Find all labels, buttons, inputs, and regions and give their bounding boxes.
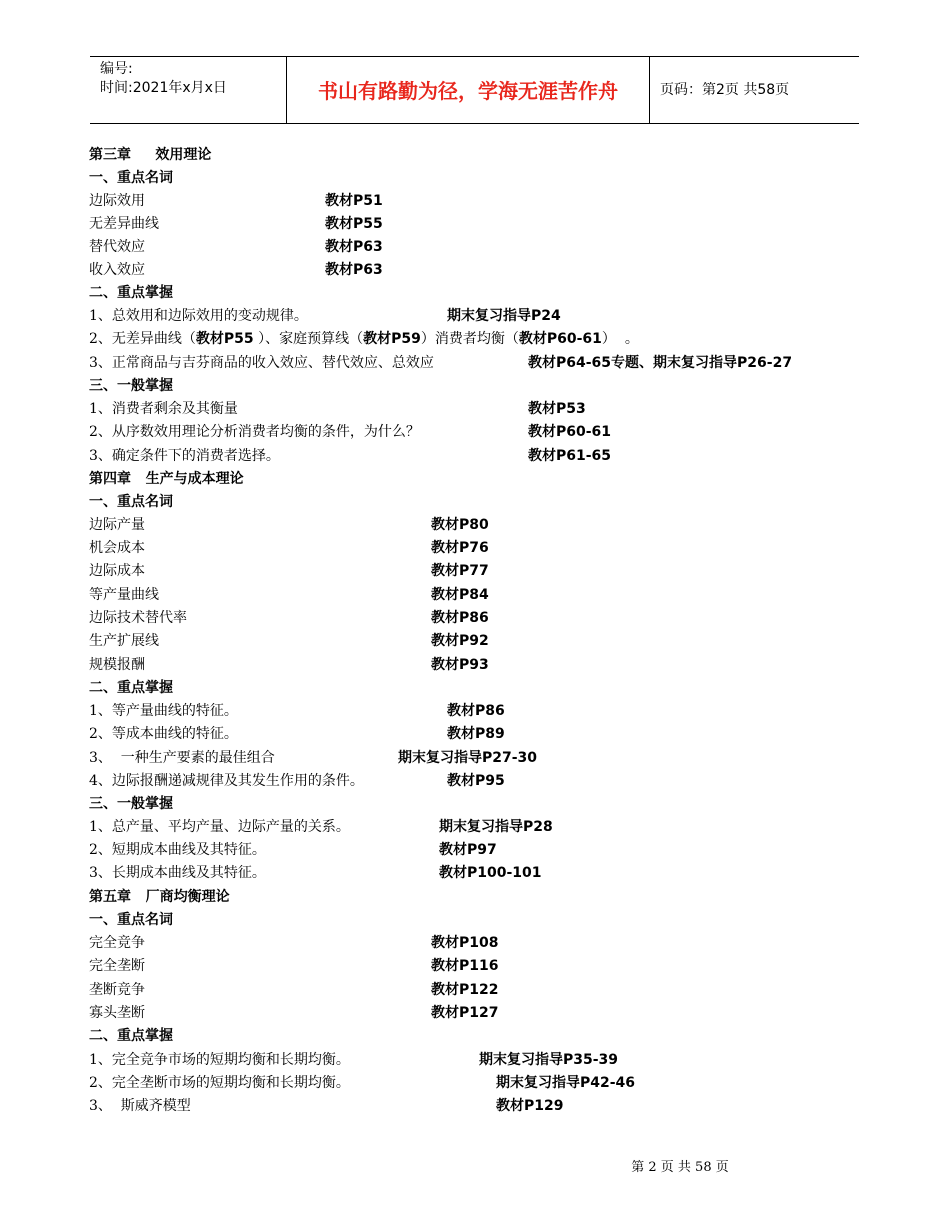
reference-label: 教材P53: [528, 401, 586, 417]
section-heading: 二、重点掌握: [89, 285, 173, 301]
list-item: 机会成本: [89, 540, 145, 556]
list-item: 收入效应: [89, 262, 145, 278]
reference-label: 期末复习指导P27-30: [398, 750, 538, 766]
page-header: [90, 56, 859, 124]
reference-label: 教材P116: [431, 958, 499, 974]
reference-label: 教材P92: [431, 633, 489, 649]
header-page-code: 页码：第2页 共58页: [660, 82, 790, 98]
reference-label: 教材P63: [325, 262, 383, 278]
reference-label: 期末复习指导P35-39: [479, 1052, 619, 1068]
list-item: 生产扩展线: [89, 633, 159, 649]
section-heading: 一、重点名词: [89, 912, 173, 928]
list-item: 1、消费者剩余及其衡量: [89, 401, 238, 417]
list-item: 替代效应: [89, 239, 145, 255]
reference-label: 教材P95: [447, 773, 505, 789]
list-item: 1、总效用和边际效用的变动规律。: [89, 308, 308, 324]
list-item: 边际成本: [89, 563, 145, 579]
reference-label: 教材P122: [431, 982, 499, 998]
reference-label: 教材P86: [447, 703, 505, 719]
reference-label: 教材P60-61: [528, 424, 612, 440]
list-item: 3、 一种生产要素的最佳组合: [89, 750, 275, 766]
section-heading: 三、一般掌握: [89, 796, 173, 812]
section-heading: 二、重点掌握: [89, 1028, 173, 1044]
header-meta: [100, 60, 227, 98]
list-item: 4、边际报酬递减规律及其发生作用的条件。: [89, 773, 364, 789]
list-item: 2、短期成本曲线及其特征。: [89, 842, 266, 858]
reference-label: 教材P51: [325, 193, 383, 209]
time-label: 时间:2021年x月x日: [100, 80, 227, 96]
reference-label: 教材P64-65专题、期末复习指导P26-27: [528, 355, 793, 371]
reference-label: 教材P76: [431, 540, 489, 556]
reference-label: 教材P55: [325, 216, 383, 232]
reference-label: 教材P77: [431, 563, 489, 579]
section-heading: 二、重点掌握: [89, 680, 173, 696]
list-item: 2、从序数效用理论分析消费者均衡的条件，为什么？: [89, 424, 420, 440]
reference-label: 期末复习指导P28: [439, 819, 553, 835]
list-item: 边际效用: [89, 193, 145, 209]
reference-label: 教材P129: [496, 1098, 564, 1114]
section-heading: 一、重点名词: [89, 170, 173, 186]
list-item: 2、等成本曲线的特征。: [89, 726, 238, 742]
reference-label: 教材P61-65: [528, 448, 612, 464]
reference-label: 教材P100-101: [439, 865, 542, 881]
list-item: 3、 斯威齐模型: [89, 1098, 191, 1114]
reference-label: 教材P80: [431, 517, 489, 533]
list-item: 等产量曲线: [89, 587, 159, 603]
list-item: 3、确定条件下的消费者选择。: [89, 448, 280, 464]
list-item: 边际技术替代率: [89, 610, 187, 626]
list-item: 寡头垄断: [89, 1005, 145, 1021]
reference-label: 期末复习指导P42-46: [496, 1075, 636, 1091]
list-item: 1、完全竞争市场的短期均衡和长期均衡。: [89, 1052, 350, 1068]
section-heading: 第四章 生产与成本理论: [89, 471, 244, 487]
section-heading: 三、一般掌握: [89, 378, 173, 394]
list-item: 1、等产量曲线的特征。: [89, 703, 238, 719]
section-heading: 一、重点名词: [89, 494, 173, 510]
list-item: 边际产量: [89, 517, 145, 533]
section-heading: 第三章 效用理论: [89, 147, 212, 163]
reference-label: 教材P84: [431, 587, 489, 603]
list-item: 规模报酬: [89, 657, 145, 673]
list-item: 无差异曲线: [89, 216, 159, 232]
list-item: 3、长期成本曲线及其特征。: [89, 865, 266, 881]
list-item: 完全竞争: [89, 935, 145, 951]
reference-label: 教材P108: [431, 935, 499, 951]
reference-label: 教材P97: [439, 842, 497, 858]
reference-label: 教材P93: [431, 657, 489, 673]
number-label: 编号:: [100, 61, 133, 77]
page-footer: 第 2 页 共 58 页: [631, 1160, 729, 1175]
list-item: 3、正常商品与吉芬商品的收入效应、替代效应、总效应: [89, 355, 434, 371]
reference-label: 教材P127: [431, 1005, 499, 1021]
reference-label: 教材P86: [431, 610, 489, 626]
section-heading: 第五章 厂商均衡理论: [89, 889, 230, 905]
reference-label: 教材P89: [447, 726, 505, 742]
list-item: 1、总产量、平均产量、边际产量的关系。: [89, 819, 350, 835]
reference-label: 教材P63: [325, 239, 383, 255]
list-item: 垄断竞争: [89, 982, 145, 998]
reference-label: 期末复习指导P24: [447, 308, 561, 324]
header-divider: [649, 57, 650, 123]
list-item: 完全垄断: [89, 958, 145, 974]
list-item: 2、无差异曲线（教材P55 ）、家庭预算线（教材P59）消费者均衡（教材P60-61） 。: [89, 331, 639, 347]
header-motto: 书山有路勤为径，学海无涯苦作舟: [318, 79, 618, 103]
list-item: 2、完全垄断市场的短期均衡和长期均衡。: [89, 1075, 350, 1091]
